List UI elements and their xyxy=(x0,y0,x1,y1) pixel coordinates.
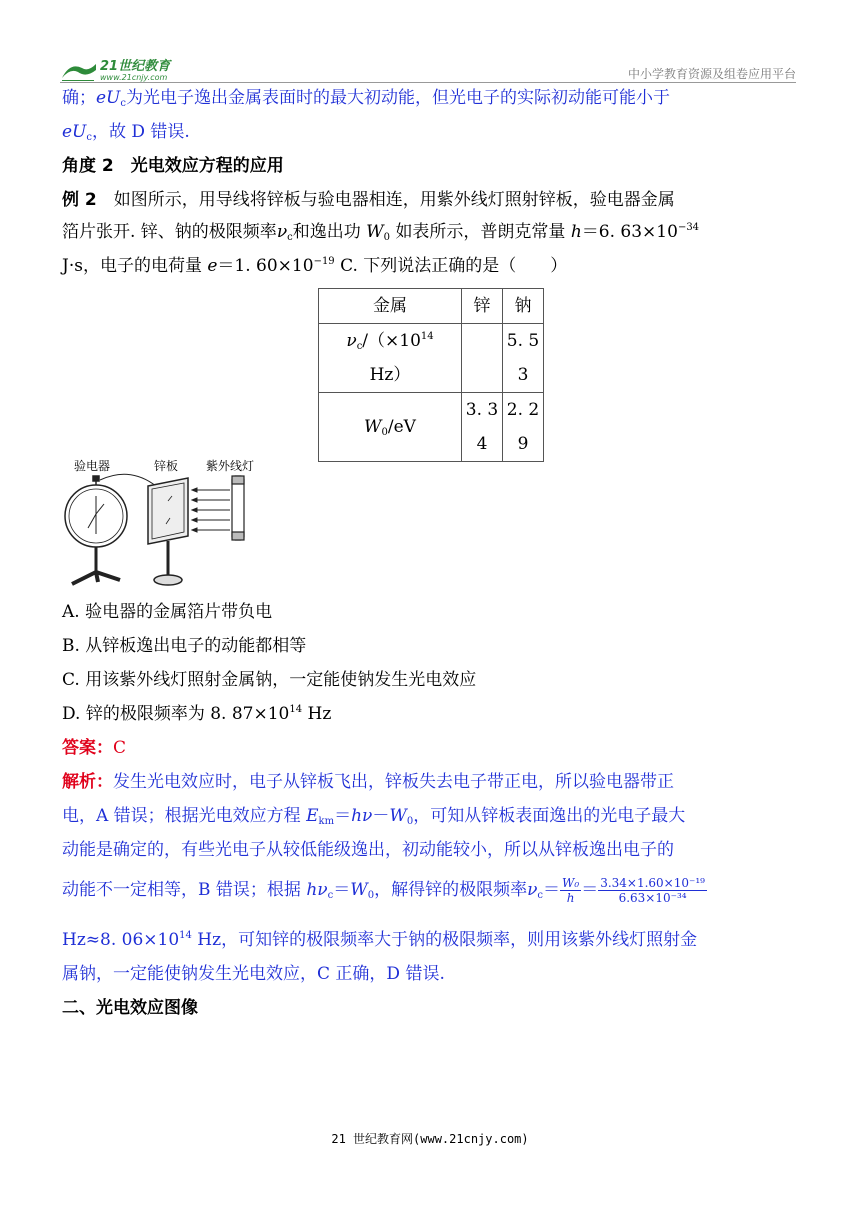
table-cell-frequency-label: $\nu_c/(\times 10^{14}$ Hz） xyxy=(319,324,462,393)
analysis-line-6: 属钠，一定能使钠发生光电效应，C 正确，D 错误. xyxy=(62,964,445,984)
example-line-3: J·s，电子的电荷量 e＝1. $60\times 10^{-19}$ C. 下列说法正确的是（ ） xyxy=(62,256,568,276)
option-a: A. 验电器的金属箔片带负电 xyxy=(62,602,273,622)
analysis-line-1: 解析：发生光电效应时，电子从锌板飞出，锌板失去电子带正电，所以验电器带正 xyxy=(62,772,674,792)
page-header xyxy=(60,56,796,82)
table-header-row xyxy=(319,289,544,324)
table-cell-sodium-work-function: 2. 2 9 xyxy=(503,393,544,462)
analysis-label: 解析： xyxy=(62,772,113,792)
section-angle-heading: 角度 2 光电效应方程的应用 xyxy=(62,156,284,176)
zinc-plate-drawing xyxy=(148,478,188,585)
analysis-line-4: 动能不一定相等，B 错误；根据 $h\nu_c=W_0$，解得锌的极限频率$\nu_c=$ $\frac{\text{W₀}}{h}$ ＝ $\frac{\text{3.34×1.60×10⁻¹⁹}}{\text{6.63×10⁻³⁴}}$ xyxy=(62,876,705,905)
experiment-figure xyxy=(60,456,280,590)
option-c: C. 用该紫外线灯照射金属钠，一定能使钠发生光电效应 xyxy=(62,670,477,690)
table-row-frequency xyxy=(319,324,544,393)
table-header-zinc: 锌 xyxy=(462,289,503,324)
continuation-line-1: 确；$eU_c$为光电子逸出金属表面时的最大初动能，但光电子的实际初动能可能小于 xyxy=(62,88,670,109)
svg-text:www.21cnjy.com: www.21cnjy.com xyxy=(100,73,168,82)
metal-data-table xyxy=(318,288,544,462)
fraction-numeric: $\frac{\text{3.34×1.60×10⁻¹⁹}}{\text{6.63×10⁻³⁴}}$ xyxy=(600,876,705,905)
answer-line xyxy=(62,736,126,760)
uv-rays-drawing xyxy=(192,488,230,532)
analysis-line-5: Hz≈8. $06\times 10^{14}$ Hz，可知锌的极限频率大于钠的极限频率，则用该紫外线灯照射金 xyxy=(62,930,698,950)
header-divider xyxy=(60,82,796,83)
table-cell-sodium-frequency: 5. 5 3 xyxy=(503,324,544,393)
page-footer: 21 世纪教育网(www.21cnjy.com) xyxy=(331,1132,529,1146)
table-cell-work-function-label: $W_0/eV$ xyxy=(319,393,462,462)
example-label: 例 2 xyxy=(62,190,97,210)
option-d: D. 锌的极限频率为 8. $87\times 10^{14}$ Hz xyxy=(62,704,332,724)
option-b: B. 从锌板逸出电子的动能都相等 xyxy=(62,636,307,656)
table-header-sodium: 钠 xyxy=(503,289,544,324)
section-two-heading: 二、光电效应图像 xyxy=(62,998,198,1018)
analysis-line-3: 动能是确定的，有些光电子从较低能级逸出，初动能较小，所以从锌板逸出电子的 xyxy=(62,840,674,860)
continuation-line-2: $eU_c$，故 D 错误. xyxy=(62,122,190,143)
electroscope-drawing xyxy=(65,474,156,584)
figure-label-uv-lamp: 紫外线灯 xyxy=(206,459,255,473)
svg-text:21世纪教育: 21世纪教育 xyxy=(100,59,171,74)
table-row-work-function xyxy=(319,393,544,462)
example-line-1: 例 2 如图所示，用导线将锌板与验电器相连，用紫外线灯照射锌板，验电器金属 xyxy=(62,190,675,210)
site-logo xyxy=(60,56,220,82)
answer-label: 答案： xyxy=(62,738,113,758)
answer-value: C xyxy=(113,738,127,758)
fraction-w0-over-h: $\frac{\text{W₀}}{h}$ xyxy=(562,876,580,905)
table-header-metal: 金属 xyxy=(319,289,462,324)
uv-lamp-drawing xyxy=(232,476,244,540)
analysis-line-2: 电，A 错误；根据光电效应方程 $E_{km}=h\nu-W_0$，可知从锌板表面逸出的光电子最大 xyxy=(62,806,686,827)
example-line-2: 箔片张开. 锌、钠的极限频率$\nu_c$和逸出功 $W_0$ 如表所示，普朗克常量 h＝6. $63\times 10^{-34}$ xyxy=(62,222,700,243)
table-cell-zinc-work-function: 3. 3 4 xyxy=(462,393,503,462)
figure-label-zinc-plate: 锌板 xyxy=(154,459,179,473)
figure-label-electroscope: 验电器 xyxy=(74,459,111,473)
table-cell-zinc-frequency xyxy=(462,324,503,393)
header-platform-text: 中小学教育资源及组卷应用平台 xyxy=(627,67,796,81)
